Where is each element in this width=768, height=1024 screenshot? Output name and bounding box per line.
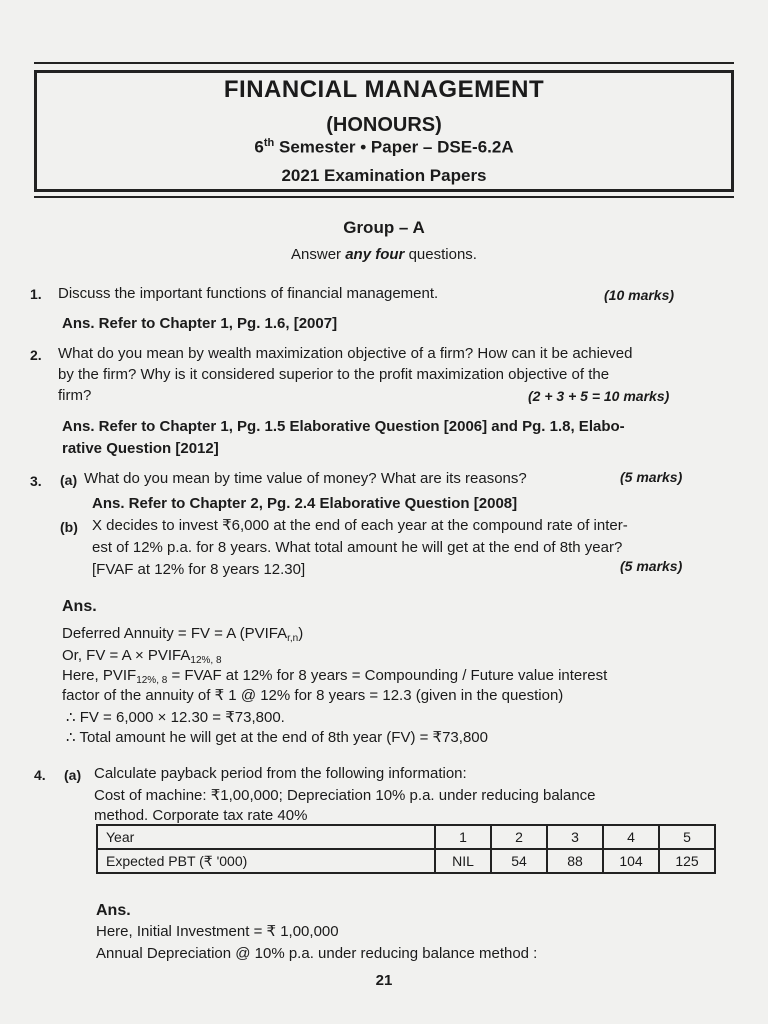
- table-cell-year-label: Year: [97, 825, 435, 849]
- instr-post: questions.: [404, 246, 477, 263]
- q3a-label: (a): [60, 472, 78, 488]
- q4-number: 4.: [34, 767, 46, 783]
- sol3-post: = FVAF at 12% for 8 years = Compounding / Future value interest: [167, 667, 608, 684]
- q2-line1: What do you mean by wealth maximization objective of a firm? How can it be achieved: [58, 345, 633, 362]
- table-cell-pbt: 125: [659, 849, 715, 873]
- q3-sol-line1: [62, 624, 303, 648]
- sol1-sub: r,n: [287, 633, 299, 644]
- page-number: 21: [375, 972, 393, 989]
- semester-sup: th: [263, 137, 275, 149]
- semester-rest: Semester • Paper – DSE-6.2A: [278, 137, 514, 157]
- sol2-sub: 12%, 8: [190, 655, 222, 666]
- q1-marks: (10 marks): [604, 287, 675, 303]
- table-cell-year: 4: [603, 825, 659, 849]
- paper-title: FINANCIAL MANAGEMENT: [223, 76, 545, 103]
- q3b-line3: [FVAF at 12% for 8 years 12.30]: [92, 561, 306, 578]
- q3a-marks: (5 marks): [620, 469, 683, 485]
- q4-line1: Calculate payback period from the following information:: [94, 765, 467, 782]
- q4-line2: Cost of machine: ₹1,00,000; Depreciation 10% p.a. under reducing balance: [94, 787, 596, 804]
- q3-sol-line6: ∴ Total amount he will get at the end of 8th year (FV) = ₹73,800: [66, 729, 488, 746]
- table-cell-pbt: NIL: [435, 849, 491, 873]
- q2-line2: by the firm? Why is it considered superior to the profit maximization objective of the: [58, 366, 610, 383]
- table-cell-year: 5: [659, 825, 715, 849]
- instr-emphasis: any four: [345, 246, 405, 263]
- sol1-pre: Deferred Annuity = FV = A (PVIFA: [62, 625, 288, 642]
- q3a-text: What do you mean by time value of money? What are its reasons?: [84, 470, 527, 487]
- q3b-marks: (5 marks): [620, 558, 683, 574]
- q2-answer-line1: Ans. Refer to Chapter 1, Pg. 1.5 Elaborative Question [2006] and Pg. 1.8, Elabo-: [62, 418, 625, 435]
- instr-pre: Answer: [291, 246, 346, 263]
- q3b-line2: est of 12% p.a. for 8 years. What total amount he will get at the end of 8th year?: [92, 539, 623, 556]
- table-cell-year: 3: [547, 825, 603, 849]
- q4-line3: method. Corporate tax rate 40%: [94, 807, 308, 824]
- table-cell-year: 1: [435, 825, 491, 849]
- semester-line: [0, 137, 768, 158]
- pbt-table: [96, 824, 716, 874]
- table-row: [97, 849, 715, 873]
- table-cell-pbt: 54: [491, 849, 547, 873]
- q1-answer: Ans. Refer to Chapter 1, Pg. 1.6, [2007]: [62, 315, 338, 332]
- q4-ans-heading: Ans.: [96, 902, 131, 919]
- sol2-pre: Or, FV = A × PVIFA: [62, 647, 191, 664]
- sol1-post: ): [298, 625, 304, 642]
- paper-subtitle: (HONOURS): [326, 114, 442, 136]
- table-cell-pbt-label: Expected PBT (₹ '000): [97, 849, 435, 873]
- group-heading: Group – A: [343, 218, 425, 237]
- q2-number: 2.: [30, 347, 42, 363]
- q4-sol-line2: Annual Depreciation @ 10% p.a. under reducing balance method :: [96, 945, 538, 962]
- q2-line3: firm?: [58, 387, 92, 404]
- group-instruction: [0, 246, 768, 263]
- table-cell-pbt: 104: [603, 849, 659, 873]
- table-cell-pbt: 88: [547, 849, 603, 873]
- q3-number: 3.: [30, 473, 42, 489]
- title-top-rule: [34, 62, 734, 64]
- q1-number: 1.: [30, 286, 42, 302]
- title-bottom-rule: [34, 196, 734, 198]
- q3a-answer: Ans. Refer to Chapter 2, Pg. 2.4 Elaborative Question [2008]: [92, 495, 518, 512]
- q4a-label: (a): [64, 767, 82, 783]
- semester-num: 6: [254, 137, 264, 157]
- table-row: [97, 825, 715, 849]
- q2-marks: (2 + 3 + 5 = 10 marks): [528, 388, 670, 404]
- q3-sol-line4: factor of the annuity of ₹ 1 @ 12% for 8 years = 12.3 (given in the question): [62, 687, 564, 704]
- q1-text: Discuss the important functions of financial management.: [58, 285, 439, 302]
- q3b-label: (b): [60, 519, 78, 535]
- q3-sol-line5: ∴ FV = 6,000 × 12.30 = ₹73,800.: [66, 709, 285, 726]
- q3b-line1: X decides to invest ₹6,000 at the end of each year at the compound rate of inter-: [92, 517, 628, 534]
- sol3-pre: Here, PVIF: [62, 667, 137, 684]
- exam-line: 2021 Examination Papers: [281, 166, 487, 185]
- table-cell-year: 2: [491, 825, 547, 849]
- sol3-sub: 12%, 8: [136, 675, 168, 686]
- q4-sol-line1: Here, Initial Investment = ₹ 1,00,000: [96, 923, 339, 940]
- q3-ans-heading: Ans.: [62, 598, 97, 615]
- q2-answer-line2: rative Question [2012]: [62, 440, 219, 457]
